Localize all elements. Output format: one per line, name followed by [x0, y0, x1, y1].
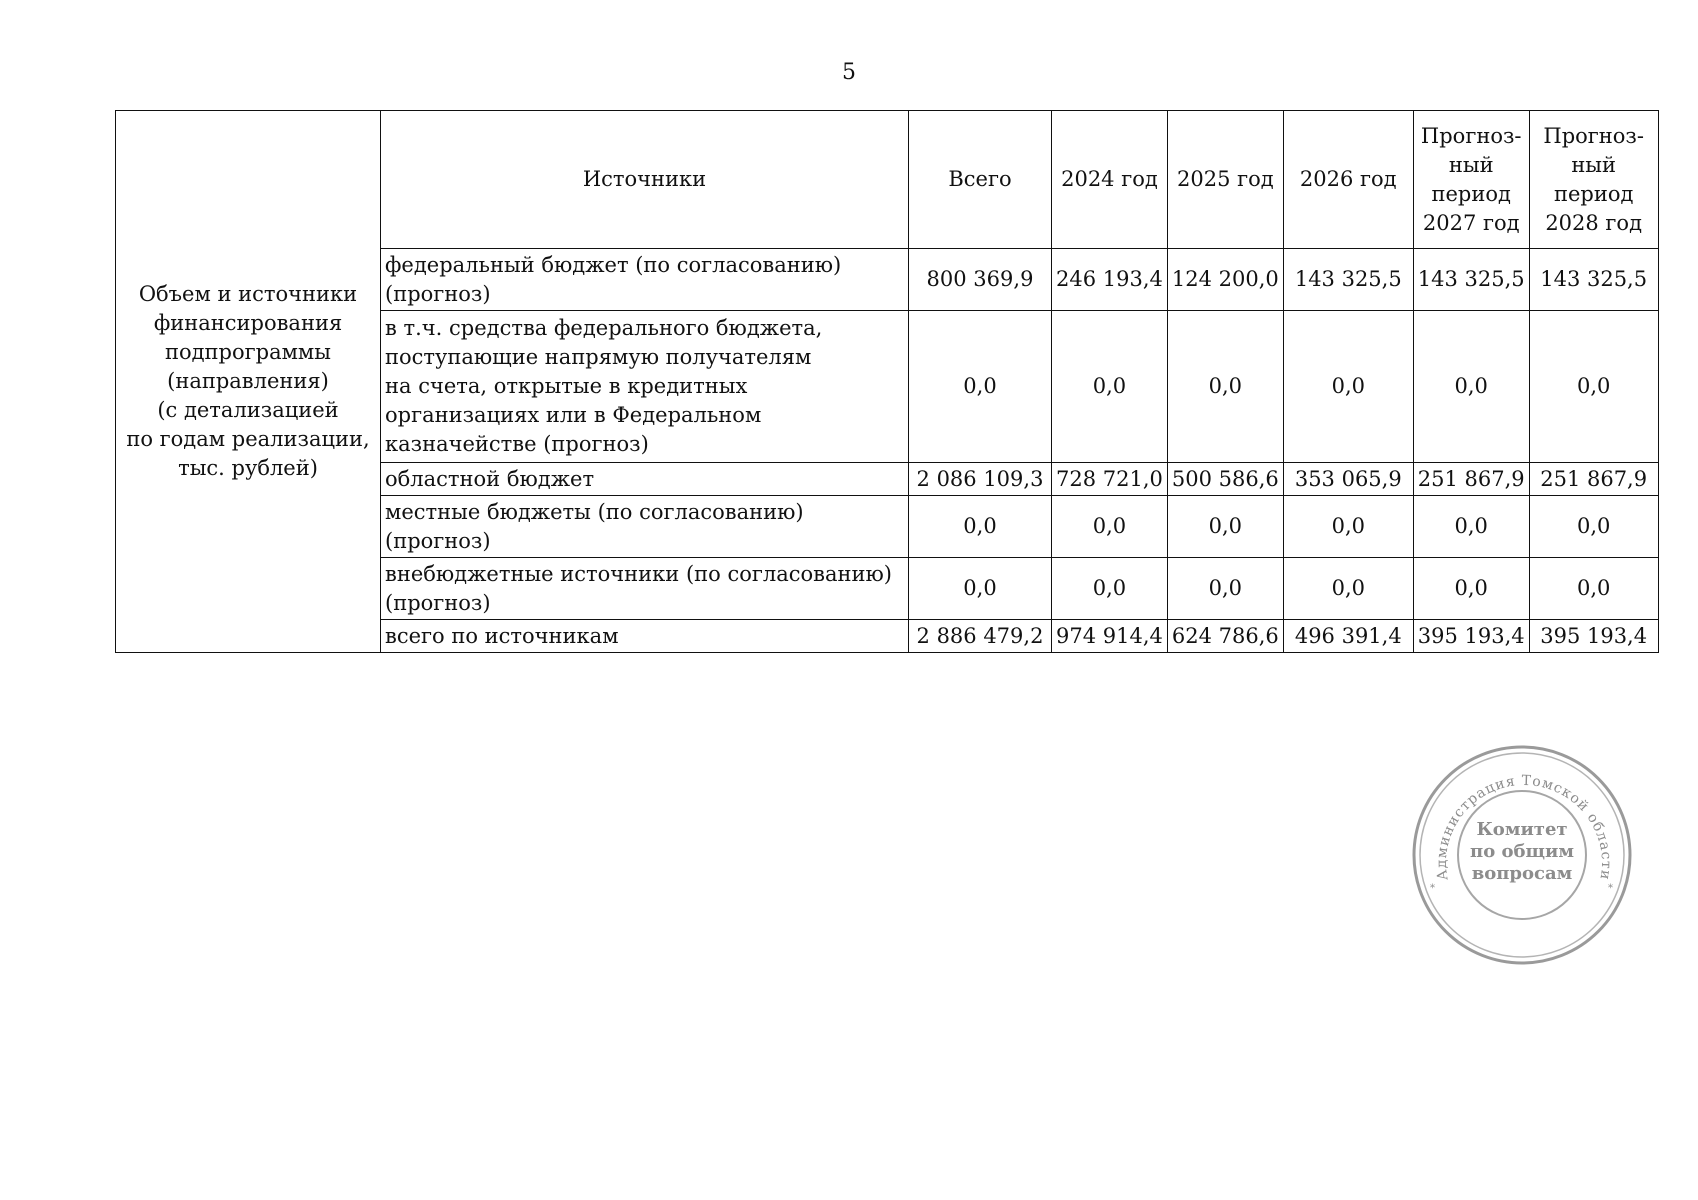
row-label-line: по годам реализации,	[126, 427, 370, 451]
header-2028-line: период	[1553, 181, 1634, 206]
stamp-center-line: вопросам	[1471, 863, 1573, 884]
source-line: организациях или в Федеральном	[385, 403, 762, 427]
header-2025: 2025 год	[1167, 111, 1283, 249]
source-line: внебюджетные источники (по согласованию)	[385, 561, 892, 586]
source-cell	[381, 463, 909, 496]
header-2024: 2024 год	[1052, 111, 1168, 249]
value-2026: 353 065,9	[1283, 463, 1413, 496]
value-2025: 0,0	[1167, 496, 1283, 558]
row-label-line: (с детализацией	[157, 398, 339, 422]
value-2027: 143 325,5	[1413, 249, 1529, 311]
value-2025: 624 786,6	[1167, 620, 1283, 653]
header-total: Всего	[909, 111, 1052, 249]
source-line: местные бюджеты (по согласованию)	[385, 499, 804, 524]
value-2025: 124 200,0	[1167, 249, 1283, 311]
header-2028-line: ный	[1571, 152, 1617, 177]
source-line: казначействе (прогноз)	[385, 432, 649, 456]
value-2028: 143 325,5	[1529, 249, 1658, 311]
value-2024: 974 914,4	[1052, 620, 1168, 653]
row-label-line: подпрограммы	[164, 340, 331, 364]
source-cell	[381, 558, 909, 620]
value-total: 0,0	[909, 496, 1052, 558]
header-2027-line: Прогноз-	[1420, 123, 1522, 148]
row-label-line: финансирования	[153, 311, 343, 335]
source-cell	[381, 620, 909, 653]
financing-table	[115, 110, 1659, 653]
value-2025: 0,0	[1167, 311, 1283, 463]
header-2028	[1529, 111, 1658, 249]
header-2027-line: период	[1431, 181, 1511, 206]
value-2027: 0,0	[1413, 496, 1529, 558]
value-2024: 246 193,4	[1052, 249, 1168, 311]
header-2027-line: 2027 год	[1422, 210, 1520, 235]
source-line: поступающие напрямую получателям	[385, 345, 812, 369]
header-2026: 2026 год	[1283, 111, 1413, 249]
value-2028: 0,0	[1529, 558, 1658, 620]
value-2026: 0,0	[1283, 496, 1413, 558]
value-2024: 728 721,0	[1052, 463, 1168, 496]
source-line: областной бюджет	[385, 466, 595, 491]
stamp-center-line: по общим	[1470, 841, 1574, 862]
value-2026: 143 325,5	[1283, 249, 1413, 311]
stamp-center-line: Комитет	[1476, 819, 1568, 840]
page-number: 5	[842, 60, 856, 85]
value-total: 2 086 109,3	[909, 463, 1052, 496]
value-2028: 251 867,9	[1529, 463, 1658, 496]
value-2028: 0,0	[1529, 496, 1658, 558]
table-header-row	[116, 111, 1659, 249]
value-2026: 496 391,4	[1283, 620, 1413, 653]
value-2025: 0,0	[1167, 558, 1283, 620]
header-2027-line: ный	[1448, 152, 1494, 177]
source-line: (прогноз)	[385, 528, 491, 553]
row-label-cell	[116, 111, 381, 653]
value-2027: 0,0	[1413, 311, 1529, 463]
value-2026: 0,0	[1283, 558, 1413, 620]
row-label	[120, 280, 376, 483]
value-2025: 500 586,6	[1167, 463, 1283, 496]
official-stamp	[1410, 743, 1634, 967]
value-2026: 0,0	[1283, 311, 1413, 463]
value-total: 800 369,9	[909, 249, 1052, 311]
header-2028-line: 2028 год	[1545, 210, 1643, 235]
header-sources: Источники	[381, 111, 909, 249]
source-line: всего по источникам	[385, 623, 619, 648]
row-label-line: Объем и источники	[138, 282, 358, 306]
source-line: в т.ч. средства федерального бюджета,	[385, 316, 823, 340]
header-2028-line: Прогноз-	[1543, 123, 1644, 148]
source-cell	[381, 249, 909, 311]
value-2027: 251 867,9	[1413, 463, 1529, 496]
stamp-star-left: *	[1430, 883, 1435, 894]
source-cell	[381, 496, 909, 558]
source-line: на счета, открытые в кредитных	[385, 374, 748, 398]
value-2028: 395 193,4	[1529, 620, 1658, 653]
value-2024: 0,0	[1052, 558, 1168, 620]
value-2027: 395 193,4	[1413, 620, 1529, 653]
source-line: федеральный бюджет (по согласованию)	[385, 252, 842, 277]
value-2028: 0,0	[1529, 311, 1658, 463]
header-2027	[1413, 111, 1529, 249]
row-label-line: (направления)	[167, 369, 329, 393]
stamp-star-right: *	[1608, 883, 1613, 894]
value-2027: 0,0	[1413, 558, 1529, 620]
source-line: (прогноз)	[385, 281, 491, 306]
value-2024: 0,0	[1052, 311, 1168, 463]
source-line: (прогноз)	[385, 590, 491, 615]
value-total: 0,0	[909, 311, 1052, 463]
value-2024: 0,0	[1052, 496, 1168, 558]
row-label-line: тыс. рублей)	[178, 456, 318, 480]
value-total: 2 886 479,2	[909, 620, 1052, 653]
stamp-ring-text: Администрация Томской области	[1433, 772, 1615, 882]
value-total: 0,0	[909, 558, 1052, 620]
source-cell	[381, 311, 909, 463]
